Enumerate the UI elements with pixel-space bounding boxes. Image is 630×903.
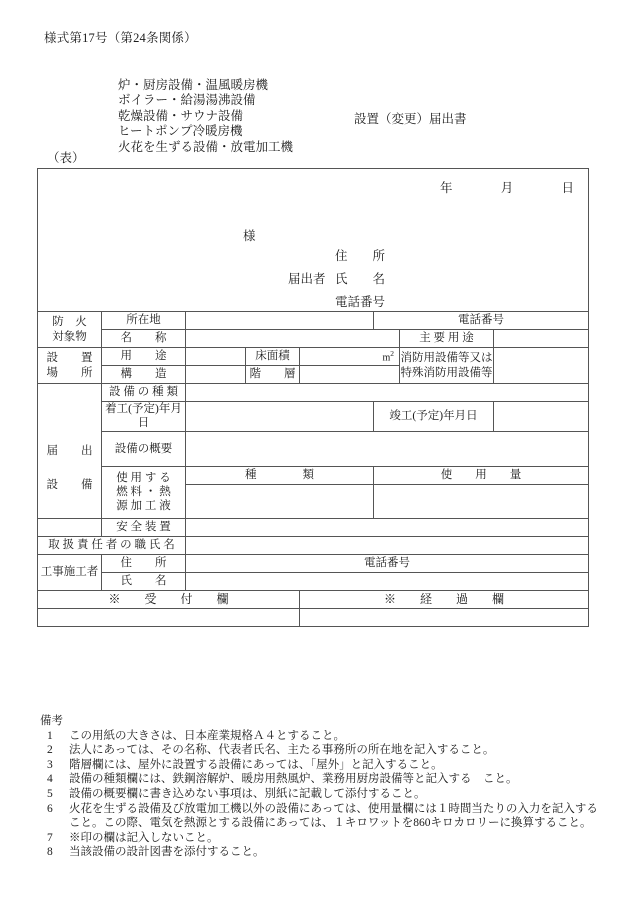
table-row-equipment-type xyxy=(38,384,589,402)
note-text: 設備の種類欄には、鉄鋼溶解炉、暖房用熱風炉、業務用厨房設備等と記入する こと。 xyxy=(69,773,518,786)
applicant-label: 届出者 xyxy=(288,272,326,286)
table-row-manager xyxy=(38,536,589,554)
table-row-dates xyxy=(38,402,589,432)
bldg-name-label: 名 称 xyxy=(102,330,186,348)
sheet-label: （表） xyxy=(47,151,85,165)
finish-date-label: 竣工(予定)年月日 xyxy=(374,402,494,432)
safety-input-cell[interactable] xyxy=(186,518,589,536)
fuel-amount-input-cell[interactable] xyxy=(374,484,589,518)
table-row-fuel-header xyxy=(38,466,589,484)
note-number: 1 xyxy=(47,729,53,742)
bldg-group-label-line2: 対象物 xyxy=(52,330,87,343)
floors-label: 階 層 xyxy=(246,366,300,384)
safety-label: 安 全 装 置 xyxy=(102,518,186,536)
table-row-bldg-location xyxy=(38,312,589,330)
date-month-label: 月 xyxy=(500,181,514,195)
finish-date-input-cell[interactable] xyxy=(494,402,589,432)
contractor-label: 工事施工者 xyxy=(38,554,102,590)
fuel-kind-header: 種 類 xyxy=(186,466,374,484)
use-input-cell[interactable] xyxy=(186,348,246,366)
structure-label: 構 造 xyxy=(102,366,186,384)
table-row-bldg-name xyxy=(38,330,589,348)
fuel-label-line1: 使 用 す る xyxy=(116,471,171,484)
use-label: 用 途 xyxy=(102,348,186,366)
title-line-3: 乾燥設備・サウナ設備 xyxy=(118,108,244,123)
contractor-name-input-cell[interactable] xyxy=(186,572,589,590)
floor-area-input-cell[interactable] xyxy=(300,348,400,366)
progress-column-header: ※ 経 過 欄 xyxy=(300,590,589,608)
receipt-column-header: ※ 受 付 欄 xyxy=(38,590,300,608)
notes-heading: 備考 xyxy=(40,715,63,727)
floor-area-label: 床面積 xyxy=(246,348,300,366)
note-number: 3 xyxy=(47,758,53,771)
date-fields xyxy=(440,181,574,197)
notify-group-label-line2: 設 備 xyxy=(46,478,93,491)
fire-equipment-input-cell[interactable] xyxy=(494,348,589,384)
note-item xyxy=(47,729,600,744)
notify-group-label xyxy=(38,384,102,519)
equipment-outline-input-cell[interactable] xyxy=(186,431,589,466)
floor-area-unit: $m^2$ xyxy=(382,348,394,363)
addressee-label: 様 xyxy=(243,229,256,243)
note-item xyxy=(47,787,600,802)
note-item xyxy=(47,758,600,773)
receipt-input-cell[interactable] xyxy=(38,608,300,626)
note-text: 階層欄には、屋外に設置する設備にあっては、「屋外」と記入すること。 xyxy=(69,758,443,771)
applicant-address-label: 住 所 xyxy=(335,249,386,263)
manager-input-cell[interactable] xyxy=(186,536,589,554)
note-item xyxy=(47,802,600,831)
equipment-outline-label: 設備の概要 xyxy=(102,431,186,466)
title-line-5: 火花を生ずる設備・放電加工機 xyxy=(118,139,294,154)
title-line-1: 炉・厨房設備・温風暖房機 xyxy=(118,78,269,92)
start-date-label: 着工(予定)年月日 xyxy=(102,402,186,432)
bldg-name-input-cell[interactable] xyxy=(186,330,400,348)
main-form-table xyxy=(37,168,588,627)
location-input-cell[interactable] xyxy=(186,312,374,330)
fire-equipment-label-line2: 特殊消防用設備等 xyxy=(400,366,493,379)
main-use-label: 主 要 用 途 xyxy=(400,330,494,348)
floors-input-cell[interactable] xyxy=(300,366,400,384)
date-day-label: 日 xyxy=(561,181,574,195)
note-item xyxy=(47,845,600,860)
location-label: 所在地 xyxy=(102,312,186,330)
table-row-official-body xyxy=(38,608,589,626)
form-number: 様式第17号（第24条関係） xyxy=(44,31,197,45)
title-suffix: 設置（変更）届出書 xyxy=(354,111,467,126)
contractor-address-label: 住 所 xyxy=(102,554,186,572)
note-number: 8 xyxy=(47,846,53,859)
note-text: この用紙の大きさは、日本産業規格Ａ４とすること。 xyxy=(69,729,345,742)
fire-equipment-label-line1: 消防用設備等又は xyxy=(400,352,493,365)
notify-group-label-line1: 届 出 xyxy=(46,444,93,457)
applicant-name-label: 氏 名 xyxy=(335,272,386,286)
notes-section xyxy=(40,714,600,860)
note-text: 法人にあっては、その名称、代表者氏名、主たる事務所の所在地を記入すること。 xyxy=(69,744,495,757)
note-text: 設備の概要欄に書き込めない事項は、別紙に記載して添付すること。 xyxy=(69,787,426,800)
title-line-2: ボイラー・給湯湯沸設備 xyxy=(118,93,256,108)
bldg-group-label-line1: 防 火 xyxy=(52,316,87,329)
note-number: 4 xyxy=(47,773,53,786)
place-group-label xyxy=(38,348,102,384)
contractor-phone-label: 電話番号 xyxy=(186,554,589,572)
table-row-place-use xyxy=(38,348,589,366)
progress-input-cell[interactable] xyxy=(300,608,589,626)
place-group-label-line2: 場 所 xyxy=(46,366,93,379)
table-row-contractor-address xyxy=(38,554,589,572)
note-text: 火花を生ずる設備及び放電加工機以外の設備にあっては、使用量欄には１時間当たりの入力を記入すること。この際、電気を熱源とする設備にあっては、１キロワットを860キロカロリーに換算すること。 xyxy=(69,802,598,830)
contractor-name-label: 氏 名 xyxy=(102,572,186,590)
fuel-label xyxy=(102,466,186,518)
structure-input-cell[interactable] xyxy=(186,366,246,384)
form-title-block xyxy=(118,78,538,155)
note-text: 当該設備の設計図書を添付すること。 xyxy=(69,846,265,859)
form-title-lines xyxy=(118,78,293,155)
note-number: 2 xyxy=(47,744,53,757)
note-text: ※印の欄は記入しないこと。 xyxy=(69,831,219,844)
equipment-type-label: 設 備 の 種 類 xyxy=(102,384,186,402)
bldg-group-label xyxy=(38,312,102,348)
table-row-header-area xyxy=(38,169,589,312)
note-number: 6 xyxy=(47,802,53,815)
start-date-input-cell[interactable] xyxy=(186,402,374,432)
manager-label: 取 扱 責 任 者 の 職 氏 名 xyxy=(38,536,186,554)
table-row-official-headers xyxy=(38,590,589,608)
note-number: 7 xyxy=(47,831,53,844)
table-row-contractor-name xyxy=(38,572,589,590)
fire-equipment-label xyxy=(400,348,494,384)
fuel-kind-input-cell[interactable] xyxy=(186,484,374,518)
note-item xyxy=(47,743,600,758)
applicant-phone-label: 電話番号 xyxy=(335,295,386,309)
date-year-label: 年 xyxy=(439,181,453,195)
fuel-label-line2: 燃 料 ・ 熱 xyxy=(116,486,171,499)
note-item xyxy=(47,831,600,846)
fuel-label-line3: 源 加 工 液 xyxy=(116,500,171,513)
place-group-label-line1: 設 置 xyxy=(46,352,93,365)
safety-group-spacer xyxy=(38,518,102,536)
main-use-input-cell[interactable] xyxy=(494,330,589,348)
equipment-type-input-cell[interactable] xyxy=(186,384,589,402)
bldg-phone-label: 電話番号 xyxy=(374,312,589,330)
note-number: 5 xyxy=(47,787,53,800)
note-item xyxy=(47,772,600,787)
table-row-equipment-outline xyxy=(38,431,589,466)
header-free-area xyxy=(38,169,589,312)
table-row-safety xyxy=(38,518,589,536)
fuel-amount-header: 使 用 量 xyxy=(374,466,589,484)
title-line-4: ヒートポンプ冷暖房機 xyxy=(118,124,243,139)
